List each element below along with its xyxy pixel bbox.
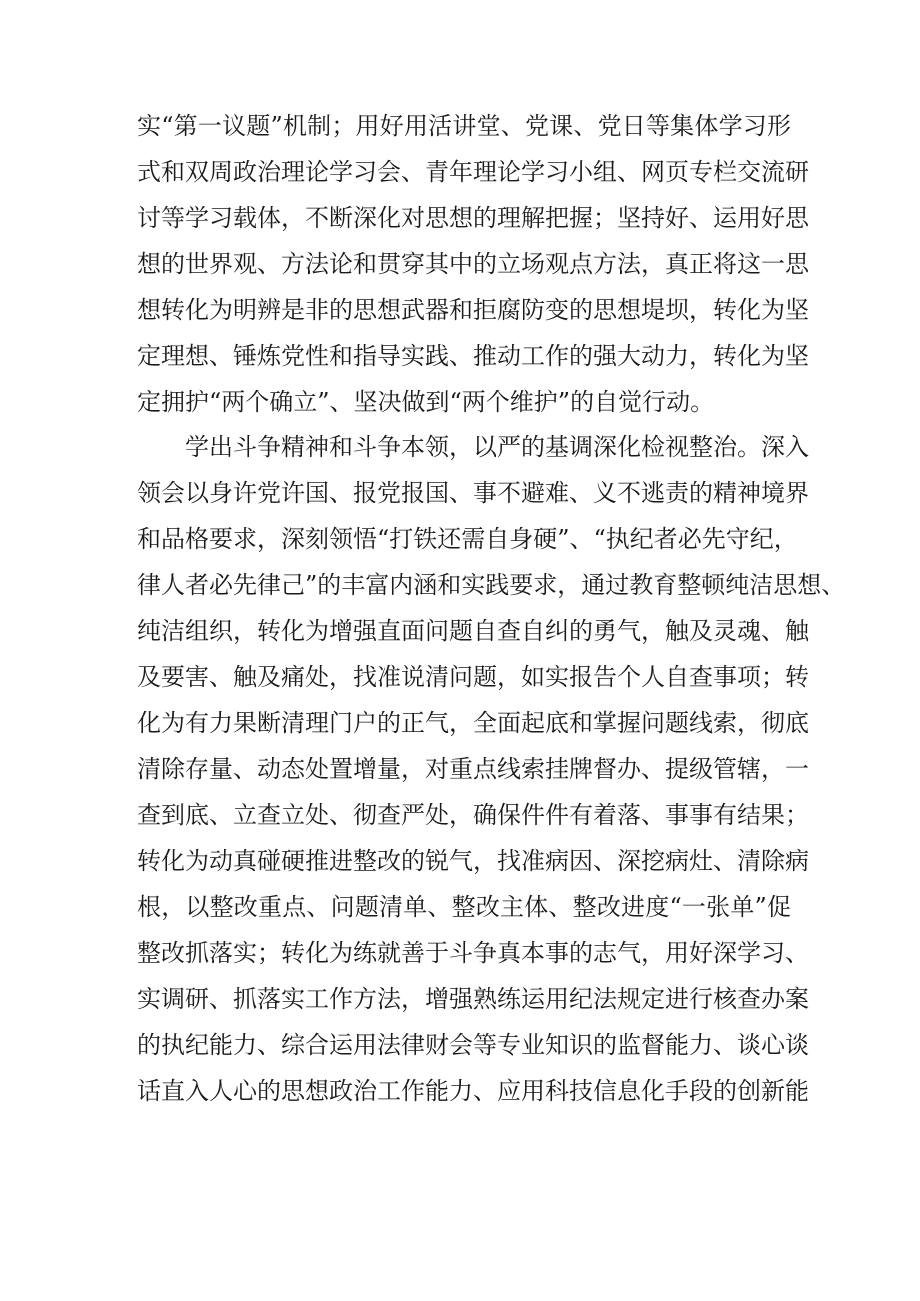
text-line: 想的世界观、方法论和贯穿其中的立场观点方法，真正将这一思 (137, 250, 809, 278)
text-line: 领会以身许党许国、报党报国、事不避难、义不逃责的精神境界 (137, 479, 809, 507)
text-line: 想转化为明辨是非的思想武器和拒腐防变的思想堤坝，转化为坚 (137, 296, 809, 324)
text-line: 清除存量、动态处置增量，对重点线索挂牌督办、提级管辖，一 (137, 755, 809, 783)
text-line: 及要害、触及痛处，找准说清问题，如实报告个人自查事项；转 (137, 663, 809, 691)
text-line: 转化为动真碰硬推进整改的锐气，找准病因、深挖病灶、清除病 (137, 847, 809, 875)
text-line: 和品格要求，深刻领悟“打铁还需自身硬”、“执纪者必先守纪， (137, 525, 798, 553)
paragraph-first-line: 学出斗争精神和斗争本领，以严的基调深化检视整治。深入 (185, 433, 809, 461)
text-line: 律人者必先律己”的丰富内涵和实践要求，通过教育整顿纯洁思想、 (137, 571, 846, 599)
text-line: 实调研、抓落实工作方法，增强熟练运用纪法规定进行核查办案 (137, 985, 809, 1013)
text-line: 式和双周政治理论学习会、青年理论学习小组、网页专栏交流研 (137, 158, 809, 186)
text-line: 话直入人心的思想政治工作能力、应用科技信息化手段的创新能 (137, 1077, 809, 1105)
text-line: 的执纪能力、综合运用法律财会等专业知识的监督能力、谈心谈 (137, 1031, 809, 1059)
text-line: 实“第一议题”机制；用好用活讲堂、党课、党日等集体学习形 (137, 112, 791, 140)
text-line: 化为有力果断清理门户的正气，全面起底和掌握问题线索，彻底 (137, 709, 809, 737)
text-line: 根，以整改重点、问题清单、整改主体、整改进度“一张单”促 (137, 893, 791, 921)
text-line: 讨等学习载体，不断深化对思想的理解把握；坚持好、运用好思 (137, 204, 809, 232)
text-line: 定理想、锤炼党性和指导实践、推动工作的强大动力，转化为坚 (137, 342, 809, 370)
text-line: 纯洁组织，转化为增强直面问题自查自纠的勇气，触及灵魂、触 (137, 617, 809, 645)
text-line: 整改抓落实；转化为练就善于斗争真本事的志气，用好深学习、 (137, 939, 809, 967)
text-line: 定拥护“两个确立”、坚决做到“两个维护”的自觉行动。 (137, 388, 715, 416)
text-line: 查到底、立查立处、彻查严处，确保件件有着落、事事有结果； (137, 801, 809, 829)
